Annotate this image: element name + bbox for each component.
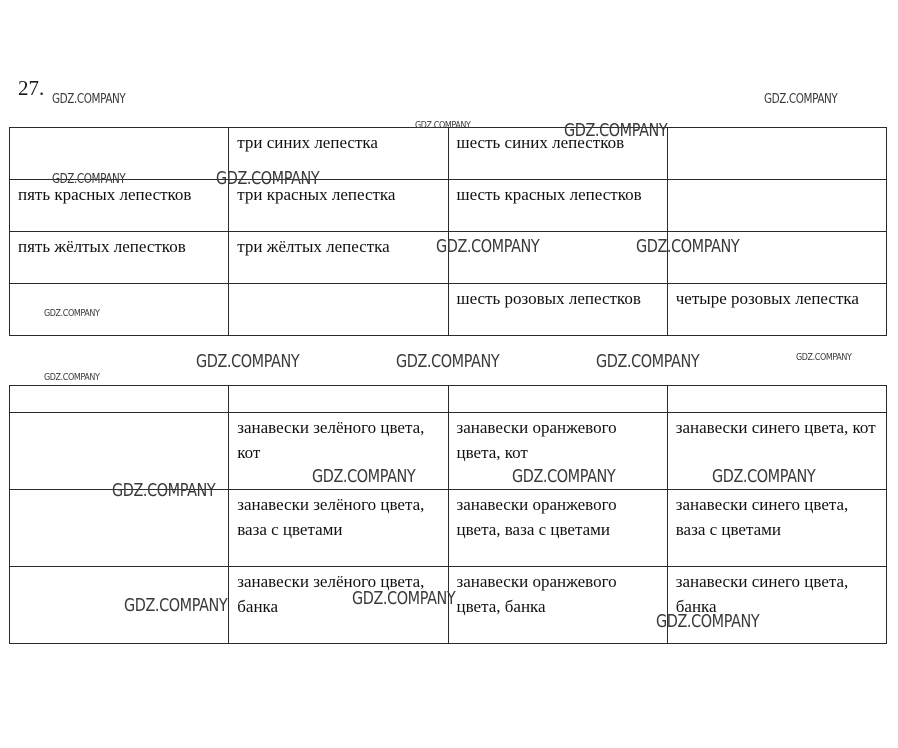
table-cell: три красных лепестка (229, 180, 448, 232)
table-row (10, 490, 887, 567)
task-number: 27. (18, 76, 45, 100)
watermark: GDZ.COMPANY (44, 372, 100, 383)
table-row (10, 180, 887, 232)
table-cell: три синих лепестка (229, 128, 448, 180)
table-cell (10, 284, 229, 336)
watermark: GDZ.COMPANY (636, 236, 740, 257)
table-cell (229, 284, 448, 336)
table-cell (10, 386, 229, 413)
watermark: GDZ.COMPANY (564, 120, 668, 141)
table-cell (667, 180, 886, 232)
table-cell: занавески синего цвета, кот (667, 413, 886, 490)
table-cell: четыре розовых лепестка (667, 284, 886, 336)
table-cell (448, 386, 667, 413)
watermark: GDZ.COMPANY (796, 352, 852, 363)
table-cell: пять красных лепестков (10, 180, 229, 232)
watermark: GDZ.COMPANY (764, 92, 838, 107)
table-cell: занавески зелёного цвета, банка (229, 567, 448, 644)
watermark: GDZ.COMPANY (396, 351, 500, 372)
watermark: GDZ.COMPANY (656, 611, 760, 632)
table-row (10, 284, 887, 336)
watermark: GDZ.COMPANY (124, 595, 228, 616)
flowers-table (9, 127, 887, 336)
table-cell: шесть красных лепестков (448, 180, 667, 232)
table-cell: занавески зелёного цвета, ваза с цветами (229, 490, 448, 567)
watermark: GDZ.COMPANY (712, 466, 816, 487)
table-cell: шесть синих лепестков (448, 128, 667, 180)
watermark: GDZ.COMPANY (196, 351, 300, 372)
table-cell: шесть розовых лепестков (448, 284, 667, 336)
table-cell (229, 386, 448, 413)
watermark: GDZ.COMPANY (216, 168, 320, 189)
table-cell: занавески оранжевого цвета, ваза с цветами (448, 490, 667, 567)
table-row (10, 386, 887, 413)
table-cell (667, 128, 886, 180)
table-cell: три жёлтых лепестка (229, 232, 448, 284)
watermark: GDZ.COMPANY (312, 466, 416, 487)
table-cell: пять жёлтых лепестков (10, 232, 229, 284)
table-cell: занавески оранжевого цвета, банка (448, 567, 667, 644)
watermark: GDZ.COMPANY (112, 480, 216, 501)
table-row (10, 128, 887, 180)
watermark: GDZ.COMPANY (415, 120, 471, 131)
table-cell: занавески синего цвета, банка (667, 567, 886, 644)
table-cell: занавески синего цвета, ваза с цветами (667, 490, 886, 567)
table-cell (10, 413, 229, 490)
watermark: GDZ.COMPANY (436, 236, 540, 257)
watermark: GDZ.COMPANY (352, 588, 456, 609)
watermark: GDZ.COMPANY (52, 92, 126, 107)
table-cell: занавески оранжевого цвета, кот (448, 413, 667, 490)
watermark: GDZ.COMPANY (596, 351, 700, 372)
watermark: GDZ.COMPANY (512, 466, 616, 487)
table-cell: занавески зелёного цвета, кот (229, 413, 448, 490)
table-cell (10, 490, 229, 567)
watermark: GDZ.COMPANY (44, 308, 100, 319)
table-cell (667, 386, 886, 413)
watermark: GDZ.COMPANY (52, 172, 126, 187)
